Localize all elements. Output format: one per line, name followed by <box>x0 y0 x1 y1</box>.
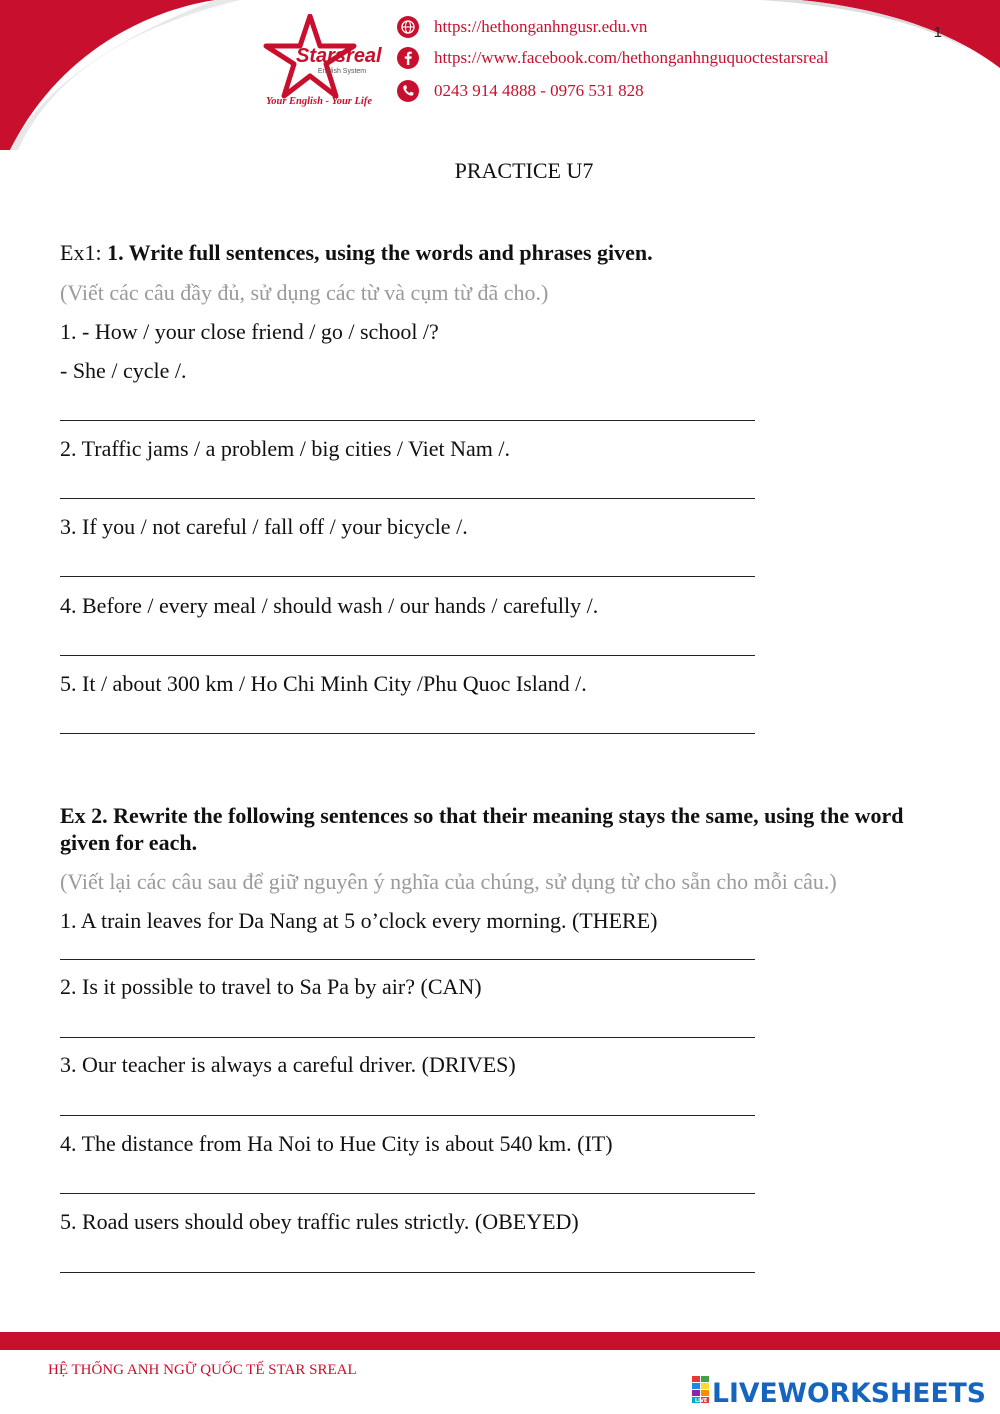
ex1-answer-line-3[interactable] <box>60 576 755 577</box>
footer-bar <box>0 1332 1000 1350</box>
logo-brand: Starsreal <box>296 45 382 67</box>
ex1-answer-line-4[interactable] <box>60 655 755 656</box>
ex1-answer-line-5[interactable] <box>60 733 755 734</box>
website-link[interactable]: https://hethonganhngusr.edu.vn <box>434 17 648 36</box>
header-corner-decoration-left <box>0 0 260 160</box>
lw-logo-text: LIVEWORKSHEETS <box>712 1378 986 1406</box>
ex1-answer-line-1[interactable] <box>60 420 755 421</box>
lw-logo-mark: LIVE <box>695 1398 708 1404</box>
globe-icon <box>396 15 420 39</box>
contact-website[interactable] <box>396 14 647 40</box>
logo-tagline: Your English - Your Life <box>266 96 372 107</box>
contact-phone[interactable] <box>396 78 644 104</box>
ex1-heading <box>60 240 653 266</box>
page-number: 1 <box>933 24 942 41</box>
ex2-heading: Ex 2. Rewrite the following sentences so that their meaning stays the same, using the word given for each. <box>60 803 904 855</box>
ex1-item-1-prompt: 1. - How / your close friend / go / school /? <box>60 319 439 344</box>
ex2-item-3-prompt: 3. Our teacher is always a careful driver. (DRIVES) <box>60 1052 516 1077</box>
ex1-instruction: 1. Write full sentences, using the words and phrases given. <box>107 240 653 265</box>
logo-subtitle: English System <box>317 68 367 75</box>
footer-text: HỆ THỐNG ANH NGỮ QUỐC TẾ STAR SREAL <box>48 1362 357 1378</box>
ex1-answer-line-2[interactable] <box>60 498 755 499</box>
ex1-item-5-prompt: 5. It / about 300 km / Ho Chi Minh City /Phu Quoc Island /. <box>60 671 587 696</box>
ex1-item-4-prompt: 4. Before / every meal / should wash / our hands / carefully /. <box>60 593 599 618</box>
liveworksheets-logo[interactable] <box>692 1372 988 1406</box>
ex1-item-1-prompt-2: - She / cycle /. <box>60 358 187 383</box>
ex2-item-1-prompt: 1. A train leaves for Da Nang at 5 o’clock every morning. (THERE) <box>60 908 658 933</box>
ex2-item-2-prompt: 2. Is it possible to travel to Sa Pa by air? (CAN) <box>60 974 482 999</box>
facebook-icon <box>396 46 420 70</box>
ex2-answer-line-2[interactable] <box>60 1037 755 1038</box>
ex1-hint: (Viết các câu đầy đủ, sử dụng các từ và cụm từ đã cho.) <box>60 280 549 305</box>
ex2-item-5-prompt: 5. Road users should obey traffic rules strictly. (OBEYED) <box>60 1209 579 1234</box>
contact-facebook[interactable] <box>396 45 829 71</box>
ex1-item-3-prompt: 3. If you / not careful / fall off / your bicycle /. <box>60 514 468 539</box>
page-title: PRACTICE U7 <box>454 158 594 183</box>
ex2-hint: (Viết lại các câu sau để giữ nguyên ý nghĩa của chúng, sử dụng từ cho sẵn cho mỗi câu.) <box>60 869 837 894</box>
ex1-label: Ex1: <box>60 240 108 265</box>
ex2-answer-line-4[interactable] <box>60 1193 755 1194</box>
phone-number: 0243 914 4888 - 0976 531 828 <box>434 81 644 100</box>
ex2-item-4-prompt: 4. The distance from Ha Noi to Hue City is about 540 km. (IT) <box>60 1131 613 1156</box>
ex2-answer-line-3[interactable] <box>60 1115 755 1116</box>
facebook-link[interactable]: https://www.facebook.com/hethonganhnguquoctestarsreal <box>434 48 829 67</box>
ex2-answer-line-1[interactable] <box>60 959 755 960</box>
phone-icon <box>396 79 420 103</box>
ex2-answer-line-5[interactable] <box>60 1272 755 1273</box>
starsreal-logo <box>262 14 386 110</box>
ex1-item-2-prompt: 2. Traffic jams / a problem / big cities / Viet Nam /. <box>60 436 511 461</box>
